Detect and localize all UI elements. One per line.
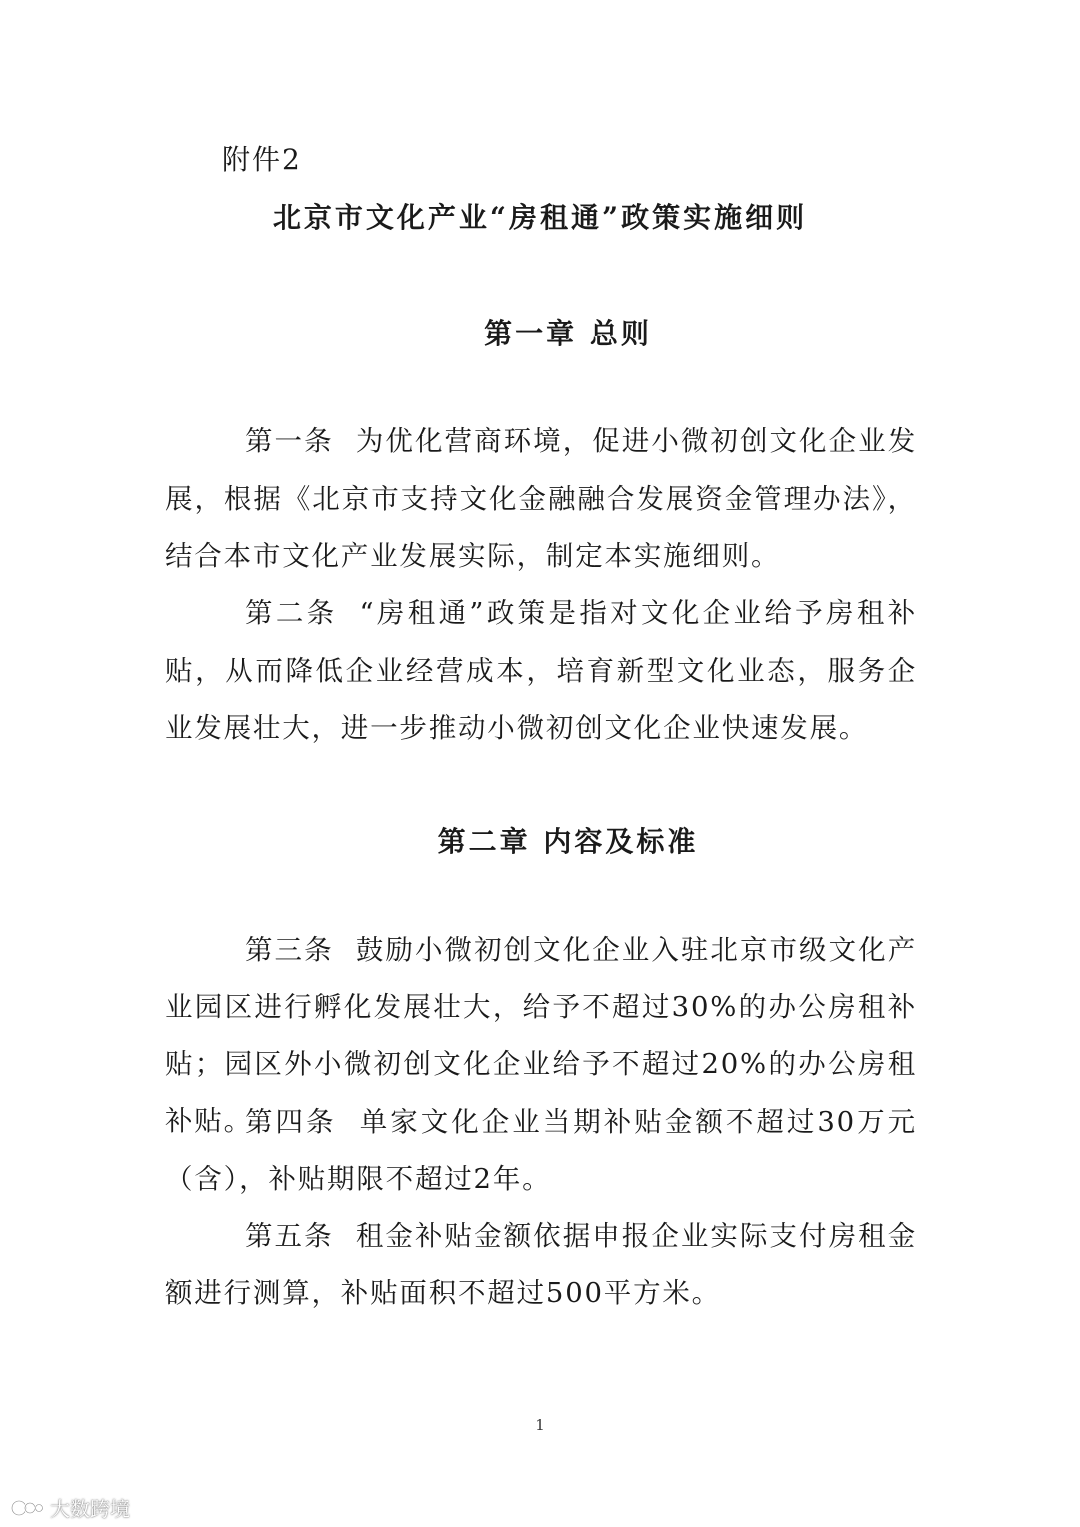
chapter-1-title: 第一章 总则 [484,317,652,350]
article-1-label: 第一条 [245,425,334,457]
article-3-text: 鼓励小微初创文化企业入驻北京市级文化产业园区进行孵化发展壮大，给予不超过30%的办公房租补贴；园区外小微初创文化企业给予不超过20%的办公房租补贴。 [165,934,917,1137]
article-1-text: 为优化营商环境，促进小微初创文化企业发展，根据《北京市支持文化金融融合发展资金管理办法》，结合本市文化产业发展实际，制定本实施细则。 [165,425,917,572]
document-title: 北京市文化产业“房租通”政策实施细则 [272,201,808,234]
article-4-label: 第四条 [245,1106,337,1138]
watermark [10,1493,130,1522]
article-3-label: 第三条 [245,934,334,966]
article-4 [165,1094,917,1208]
article-5-label: 第五条 [245,1220,334,1252]
article-2 [165,585,917,758]
article-4-text: 单家文化企业当期补贴金额不超过30万元（含），补贴期限不超过2年。 [165,1106,917,1195]
chapter-2-title: 第二章 内容及标准 [437,825,699,858]
article-2-label: 第二条 [245,597,338,629]
watermark-text: 大数跨境 [50,1497,130,1521]
attachment-label: 附件2 [222,143,302,176]
article-5-text: 租金补贴金额依据申报企业实际支付房租金额进行测算，补贴面积不超过500平方米。 [165,1220,917,1309]
article-1 [165,413,917,586]
brand-logo-icon [10,1497,44,1519]
page-number: 1 [535,1416,545,1434]
article-5 [165,1208,917,1322]
article-2-text: “房租通”政策是指对文化企业给予房租补贴，从而降低企业经营成本，培育新型文化业态，服务企业发展壮大，进一步推动小微初创文化企业快速发展。 [165,597,917,744]
